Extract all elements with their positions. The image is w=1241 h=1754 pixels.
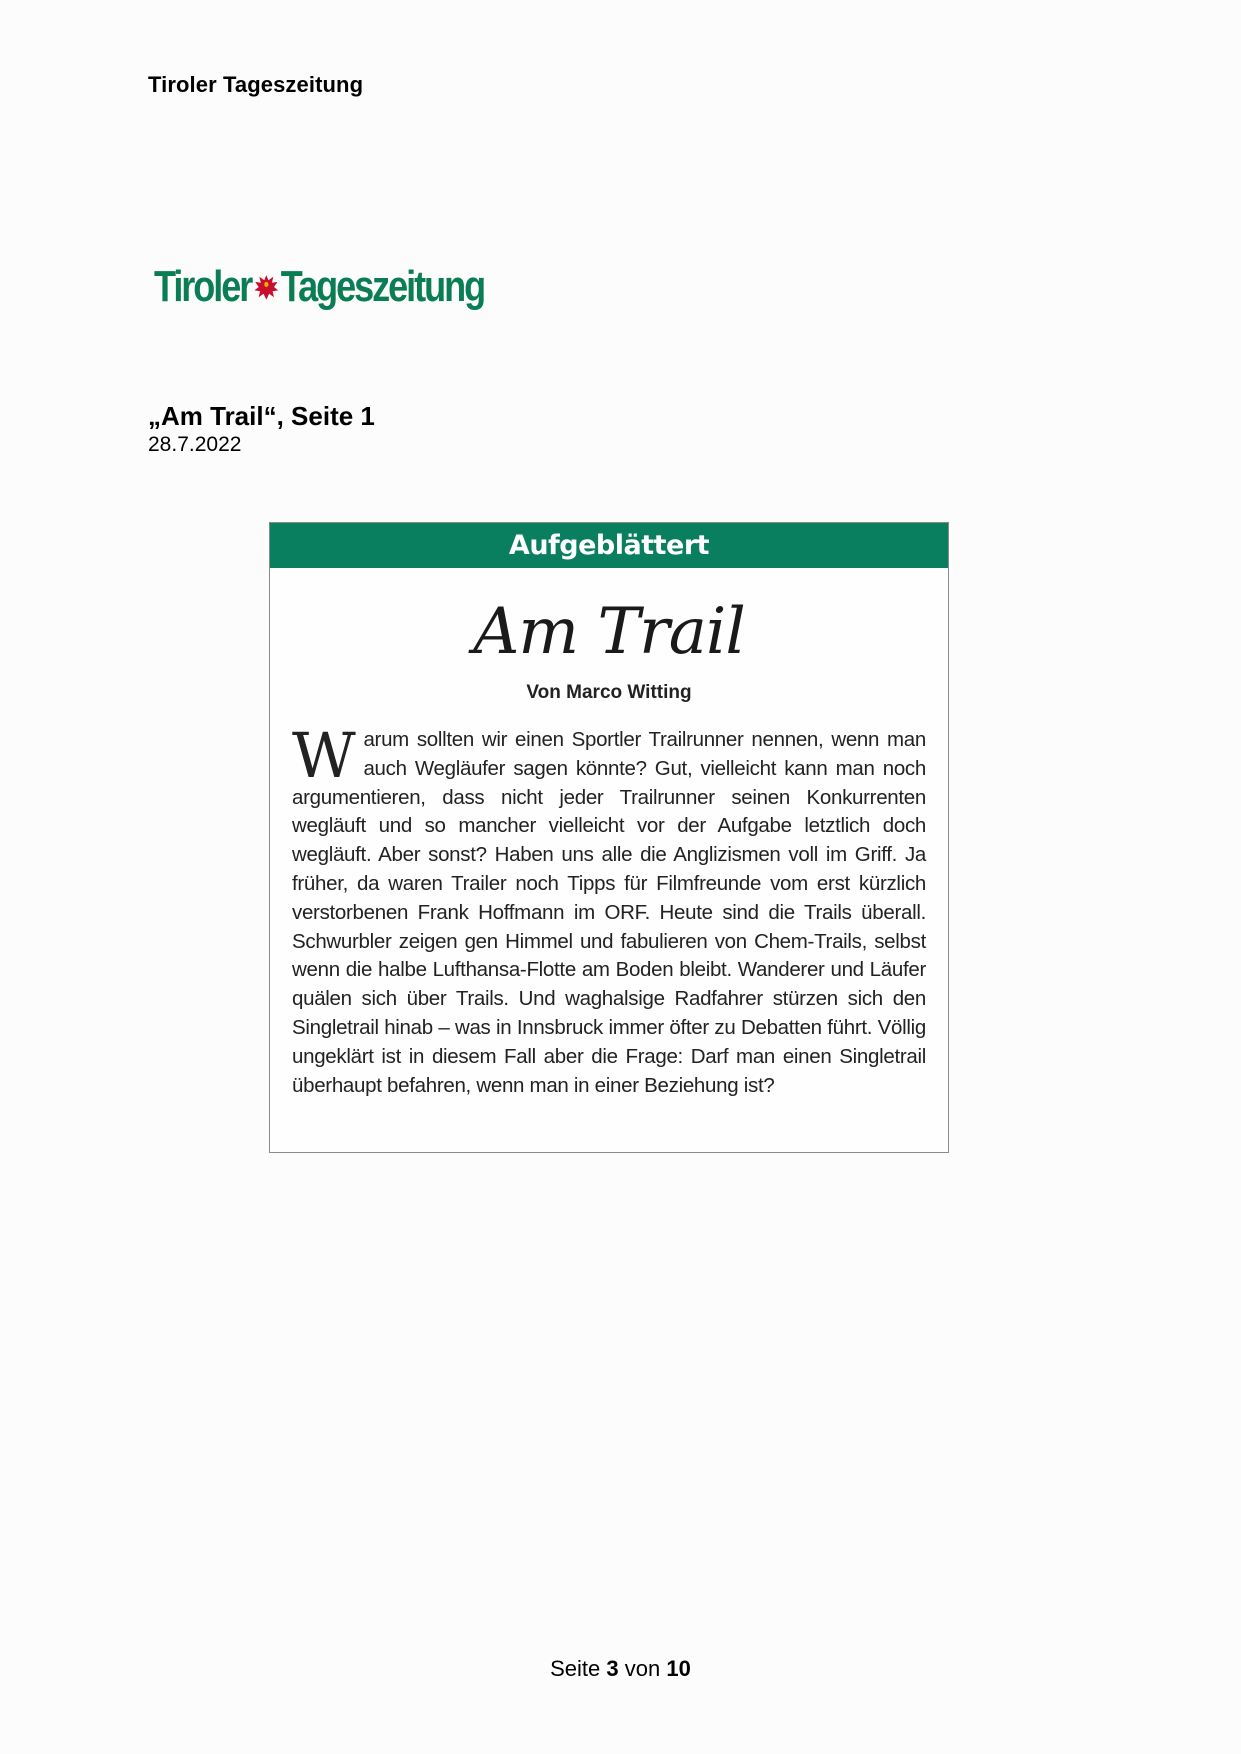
newspaper-clipping <box>269 522 949 1153</box>
footer-total-pages: 10 <box>666 1656 691 1681</box>
publication-header: Tiroler Tageszeitung <box>148 72 364 97</box>
tyrolean-eagle-icon <box>252 270 280 304</box>
logo-word-left: Tiroler <box>154 262 252 311</box>
page-footer <box>0 1656 1241 1682</box>
footer-separator: von <box>624 1656 661 1681</box>
article-heading: „Am Trail“, Seite 1 <box>148 401 375 431</box>
rubric-banner: Aufgeblättert <box>270 523 948 568</box>
clipping-headline: Am Trail <box>473 595 745 669</box>
footer-current-page: 3 <box>606 1656 619 1681</box>
clipping-body-text: arum sollten wir einen Sportler Trailrunner nennen, wenn man auch Wegläufer sagen könnte? Gut, vielleicht kann man noch argumentieren, dass nicht jeder Trailrunner seinen Konkurrenten wegläuft und so mancher vielleicht vor der Aufgabe letztlich doch wegläuft. Aber sonst? Haben uns alle die Anglizismen voll im Griff. Ja früher, da waren Trailer noch Tipps für Filmfreunde vom erst kürzlich verstorbenen Frank Hoffmann im ORF. Heute sind die Trails überall. Schwurbler zeigen gen Himmel und fabulieren von Chem-Trails, selbst wenn die halbe Lufthansa-Flotte am Boden bleibt. Wanderer und Läufer quälen sich über Trails. Und waghalsige Radfahrer stürzen sich den Singletrail hinab – was in Innsbruck immer öfter zu Debatten führt. Völlig ungeklärt ist in diesem Fall aber die Frage: Darf man einen Singletrail überhaupt befahren, wenn man in einer Beziehung ist? <box>292 728 926 1097</box>
logo-word-right: Tageszeitung <box>280 262 485 311</box>
publication-logo <box>154 262 484 312</box>
footer-prefix: Seite <box>550 1656 601 1681</box>
clipping-byline: Von Marco Witting <box>526 682 692 703</box>
drop-cap: W <box>292 719 356 792</box>
article-date: 28.7.2022 <box>148 433 242 456</box>
clipping-body <box>292 719 926 1100</box>
